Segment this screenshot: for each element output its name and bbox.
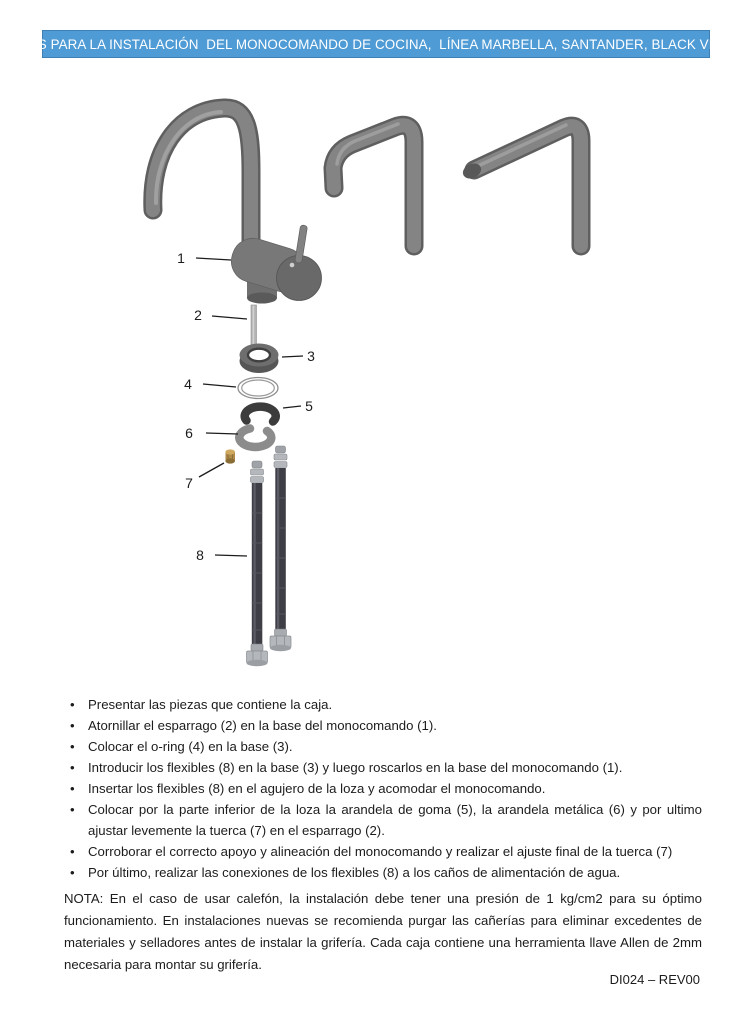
part-brass-nut	[225, 449, 235, 463]
part-o-ring	[238, 378, 278, 399]
part-label-3: 3	[307, 348, 315, 364]
part-label-2: 2	[194, 307, 202, 323]
instruction-item: • Introducir los flexibles (8) en la base (3) y luego roscarlos en la base del monocomando (1).	[64, 757, 702, 778]
faucet-installation-diagram	[0, 70, 753, 685]
header-bar	[1, 30, 751, 58]
instruction-item: • Por último, realizar las conexiones de los flexibles (8) a los caños de alimentación de agua.	[64, 862, 702, 883]
leader-line-7	[199, 463, 224, 477]
part-stud	[251, 305, 257, 347]
document-code: DI024 – REV00	[609, 972, 700, 987]
spout-view-middle	[333, 124, 414, 246]
instruction-item: • Colocar el o-ring (4) en la base (3).	[64, 736, 702, 757]
spout-view-right	[460, 125, 581, 246]
leader-line-2	[212, 316, 247, 319]
part-flexible-hoses	[247, 446, 292, 666]
leader-line-1	[196, 258, 231, 260]
part-label-4: 4	[184, 376, 192, 392]
instruction-item: • Insertar los flexibles (8) en el agujero de la loza y acomodar el monocomando.	[64, 778, 702, 799]
note-paragraph: NOTA: En el caso de usar calefón, la instalación debe tener una presión de 1 kg/cm2 para su óptimo funcionamiento. En instalaciones nuevas se recomienda purgar las cañerías para eliminar excedentes de materiales y selladores antes de instalar la grifería. Cada caja contiene una herramienta llave Allen de 2mm necesaria para montar su grifería.	[64, 891, 702, 972]
part-label-7: 7	[185, 475, 193, 491]
hose-right	[270, 446, 291, 651]
instruction-item: • Colocar por la parte inferior de la loza la arandela de goma (5), la arandela metálica (6) y por ultimo ajustar levemente la tuerca (7) en el esparrago (2).	[64, 799, 702, 841]
leader-line-6	[206, 433, 238, 434]
leader-line-3	[282, 356, 303, 357]
part-base-ring	[240, 344, 279, 374]
part-label-1: 1	[177, 250, 185, 266]
instruction-list	[64, 694, 702, 883]
leader-line-4	[203, 384, 236, 387]
part-metal-washer	[239, 429, 271, 447]
document-title: DATOS PARA LA INSTALACIÓN DEL MONOCOMANDO DE COCINA, LÍNEA MARBELLA, SANTANDER, BLACK VELVET	[1, 36, 751, 52]
instruction-item: • Corroborar el correcto apoyo y alineación del monocomando y realizar el ajuste final de la tuerca (7)	[64, 841, 702, 862]
instruction-item: • Atornillar el esparrago (2) en la base del monocomando (1).	[64, 715, 702, 736]
part-label-6: 6	[185, 425, 193, 441]
hose-left	[247, 461, 268, 666]
leader-line-8	[215, 555, 247, 556]
part-label-5: 5	[305, 398, 313, 414]
instruction-item: • Presentar las piezas que contiene la caja.	[64, 694, 702, 715]
leader-line-5	[283, 406, 301, 408]
faucet-assembly	[153, 108, 322, 304]
part-label-8: 8	[196, 547, 204, 563]
part-rubber-washer	[245, 407, 276, 422]
